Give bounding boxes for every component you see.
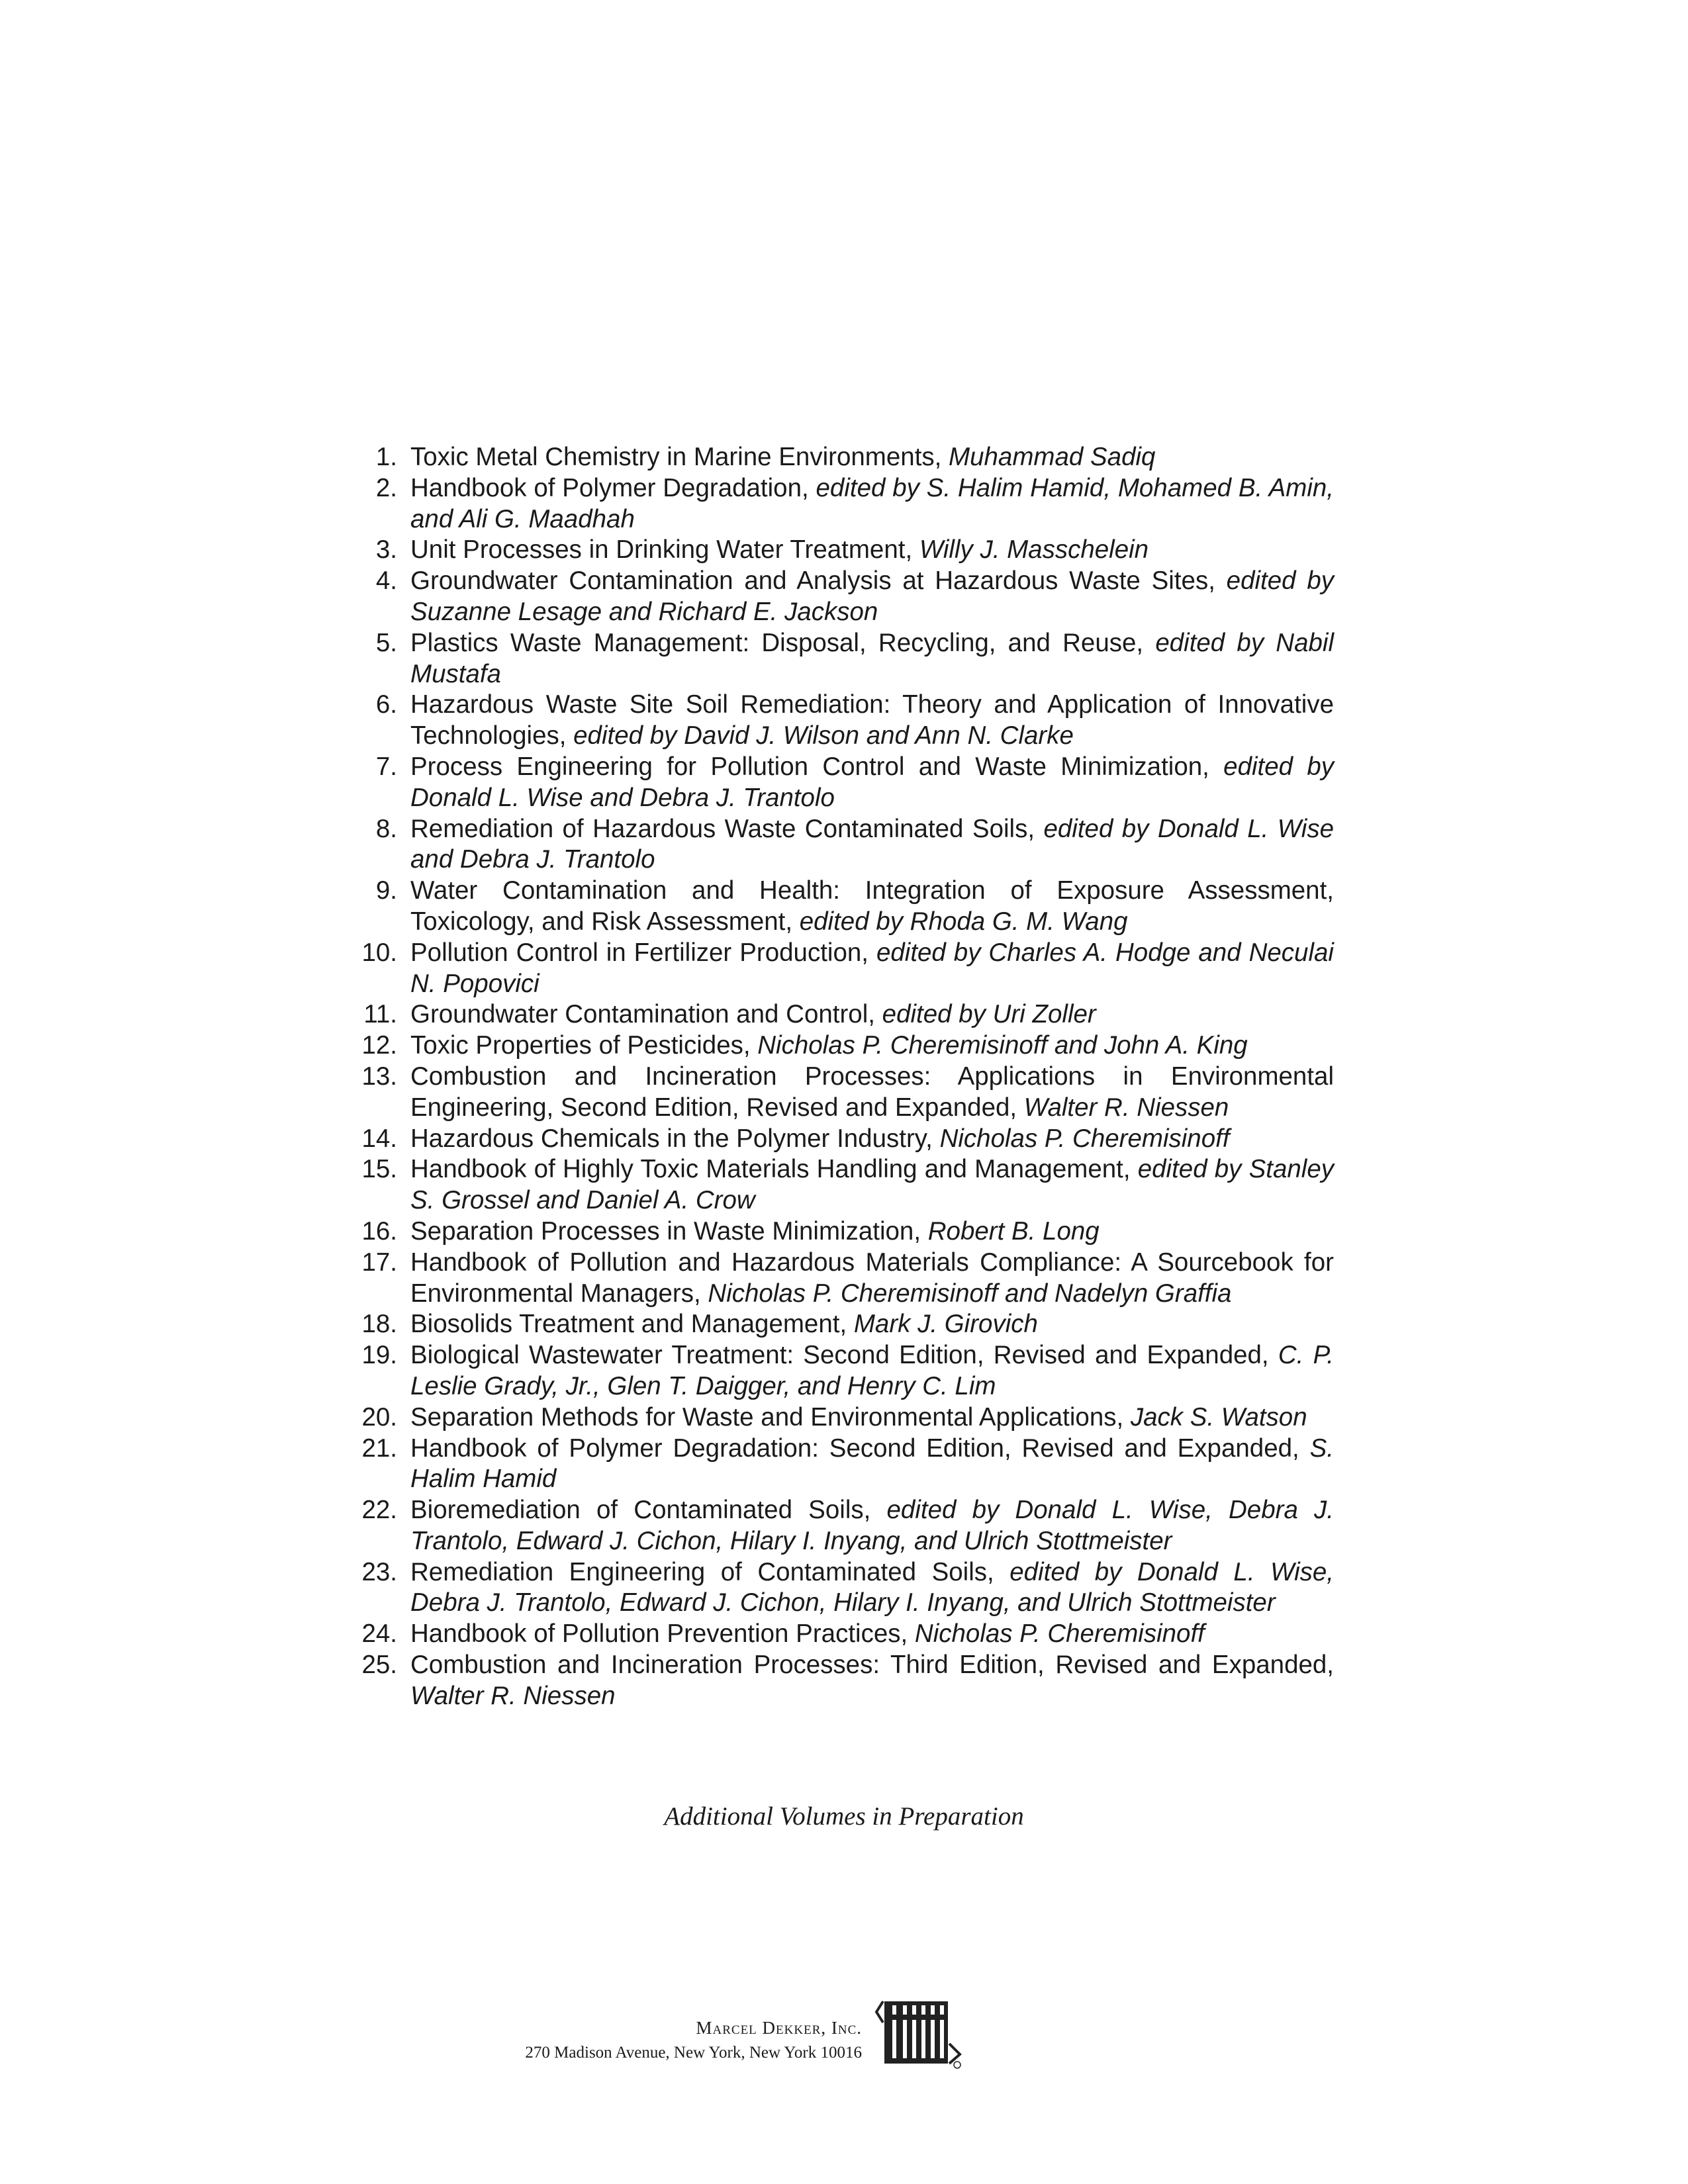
item-number: 22.	[361, 1496, 397, 1525]
book-author: Muhammad Sadiq	[949, 443, 1156, 471]
list-item	[344, 1650, 1334, 1712]
book-author: Nicholas P. Cheremisinoff and Nadelyn Graffia	[708, 1279, 1232, 1308]
item-number: 1.	[375, 443, 397, 471]
book-title: Toxic Properties of Pesticides,	[410, 1031, 758, 1060]
book-author: Nicholas P. Cheremisinoff	[939, 1124, 1230, 1153]
item-number: 5.	[375, 628, 397, 657]
list-item	[344, 535, 1334, 566]
publisher-imprint	[525, 2015, 862, 2066]
list-item	[344, 1154, 1334, 1216]
list-item	[344, 1309, 1334, 1340]
book-title: Plastics Waste Management: Disposal, Recycling, and Reuse,	[410, 628, 1156, 657]
book-series-list	[344, 442, 1334, 1712]
item-number: 24.	[361, 1619, 397, 1649]
item-number: 16.	[361, 1216, 397, 1246]
list-item	[344, 473, 1334, 535]
book-title: Handbook of Polymer Degradation,	[410, 473, 816, 502]
additional-volumes-note: Additional Volumes in Preparation	[664, 1802, 1024, 1831]
item-number: 25.	[361, 1651, 397, 1680]
book-author: edited by Rhoda G. M. Wang	[799, 907, 1128, 936]
list-item	[344, 1216, 1334, 1248]
publisher-name: Marcel Dekker, Inc.	[696, 2018, 862, 2038]
book-title: Toxic Metal Chemistry in Marine Environments,	[410, 443, 949, 471]
book-title: Handbook of Highly Toxic Materials Handling and Management,	[410, 1155, 1138, 1184]
book-title: Biosolids Treatment and Management,	[410, 1310, 854, 1339]
item-number: 20.	[361, 1402, 397, 1432]
book-author: Robert B. Long	[927, 1216, 1100, 1246]
list-item	[344, 1495, 1334, 1557]
book-title: Combustion and Incineration Processes: Applications in Environmental Engineering, Second Edition, Revised and Expanded,	[410, 1062, 1334, 1122]
book-author: S. Halim Hamid	[410, 1433, 1334, 1494]
book-author: C. P. Leslie Grady, Jr., Glen T. Daigger, and Henry C. Lim	[410, 1341, 1334, 1400]
item-number: 11.	[363, 1000, 397, 1029]
item-number: 17.	[361, 1248, 397, 1277]
book-title: Process Engineering for Pollution Control and Waste Minimization,	[410, 752, 1224, 781]
book-author: edited by Donald L. Wise and Debra J. Trantolo	[410, 814, 1334, 874]
book-title: Handbook of Pollution and Hazardous Materials Compliance: A Sourcebook for Environmental Managers,	[410, 1248, 1334, 1308]
book-title: Pollution Control in Fertilizer Production,	[410, 938, 876, 967]
book-author: Nicholas P. Cheremisinoff and John A. King	[757, 1031, 1248, 1060]
book-title: Separation Methods for Waste and Environmental Applications,	[410, 1402, 1131, 1432]
list-item	[344, 938, 1334, 1000]
item-number: 18.	[361, 1310, 397, 1339]
list-item	[344, 1030, 1334, 1062]
book-author: edited by Donald L. Wise, Debra J. Trantolo, Edward J. Cichon, Hilary I. Inyang, and Ulrich Stottmeister	[410, 1496, 1334, 1555]
book-title: Combustion and Incineration Processes: Third Edition, Revised and Expanded,	[410, 1651, 1334, 1680]
book-author: edited by Nabil Mustafa	[410, 628, 1335, 688]
list-item	[344, 628, 1334, 690]
publisher-address: 270 Madison Avenue, New York, New York 10016	[525, 2044, 862, 2062]
item-number: 10.	[361, 938, 397, 967]
item-number: 13.	[361, 1062, 397, 1091]
book-author: edited by Uri Zoller	[882, 1000, 1096, 1029]
list-item	[344, 690, 1334, 752]
book-title: Handbook of Polymer Degradation: Second Edition, Revised and Expanded,	[410, 1433, 1310, 1463]
book-author: edited by David J. Wilson and Ann N. Clarke	[573, 721, 1074, 751]
list-item	[344, 1062, 1334, 1124]
book-title: Handbook of Pollution Prevention Practices,	[410, 1619, 915, 1649]
list-item	[344, 1619, 1334, 1650]
item-number: 21.	[361, 1433, 397, 1463]
book-title: Bioremediation of Contaminated Soils,	[410, 1496, 887, 1525]
book-title: Water Contamination and Health: Integration of Exposure Assessment, Toxicology, and Risk Assessment,	[410, 876, 1334, 936]
publisher-logo-icon	[872, 1997, 965, 2070]
item-number: 12.	[361, 1031, 397, 1060]
item-number: 15.	[361, 1155, 397, 1184]
book-author: Nicholas P. Cheremisinoff	[914, 1619, 1205, 1649]
item-number: 14.	[361, 1124, 397, 1153]
book-author: Willy J. Masschelein	[919, 535, 1149, 565]
book-author: Walter R. Niessen	[410, 1681, 616, 1710]
item-number: 8.	[375, 814, 397, 843]
book-author: edited by Charles A. Hodge and Neculai N. Popovici	[410, 938, 1334, 998]
list-item	[344, 1248, 1334, 1310]
list-item	[344, 1557, 1334, 1619]
book-author: edited by Suzanne Lesage and Richard E. Jackson	[410, 567, 1334, 626]
book-title: Unit Processes in Drinking Water Treatment,	[410, 535, 919, 565]
book-title: Remediation Engineering of Contaminated Soils,	[410, 1557, 1010, 1586]
list-item	[344, 1402, 1334, 1433]
item-number: 23.	[361, 1557, 397, 1586]
book-author: edited by S. Halim Hamid, Mohamed B. Amin, and Ali G. Maadhah	[410, 473, 1334, 533]
item-number: 3.	[375, 535, 397, 565]
list-item	[344, 1433, 1334, 1496]
item-number: 9.	[375, 876, 397, 905]
book-author: Mark J. Girovich	[853, 1310, 1038, 1339]
item-number: 19.	[361, 1341, 397, 1370]
book-author: Jack S. Watson	[1130, 1402, 1307, 1432]
list-item	[344, 566, 1334, 628]
list-item	[344, 999, 1334, 1030]
item-number: 6.	[375, 690, 397, 719]
book-title: Biological Wastewater Treatment: Second Edition, Revised and Expanded,	[410, 1341, 1278, 1370]
book-author: edited by Donald L. Wise, Debra J. Trantolo, Edward J. Cichon, Hilary I. Inyang, and Ulrich Stottmeister	[410, 1557, 1334, 1617]
item-number: 4.	[375, 567, 397, 596]
book-title: Separation Processes in Waste Minimization,	[410, 1216, 928, 1246]
list-item	[344, 752, 1334, 814]
book-title: Remediation of Hazardous Waste Contaminated Soils,	[410, 814, 1044, 843]
item-number: 2.	[375, 473, 397, 502]
list-item	[344, 1340, 1334, 1402]
book-author: Walter R. Niessen	[1023, 1093, 1229, 1122]
book-title: Groundwater Contamination and Control,	[410, 1000, 882, 1029]
book-author: edited by Donald L. Wise and Debra J. Trantolo	[410, 752, 1335, 812]
book-title: Hazardous Chemicals in the Polymer Industry,	[410, 1124, 940, 1153]
item-number: 7.	[375, 752, 397, 781]
list-item	[344, 814, 1334, 876]
list-item	[344, 1124, 1334, 1155]
list-item	[344, 442, 1334, 473]
list-item	[344, 876, 1334, 938]
book-title: Groundwater Contamination and Analysis at Hazardous Waste Sites,	[410, 567, 1227, 596]
book-author: edited by Stanley S. Grossel and Daniel A. Crow	[410, 1155, 1334, 1215]
book-title: Hazardous Waste Site Soil Remediation: Theory and Application of Innovative Technologies,	[410, 690, 1334, 751]
